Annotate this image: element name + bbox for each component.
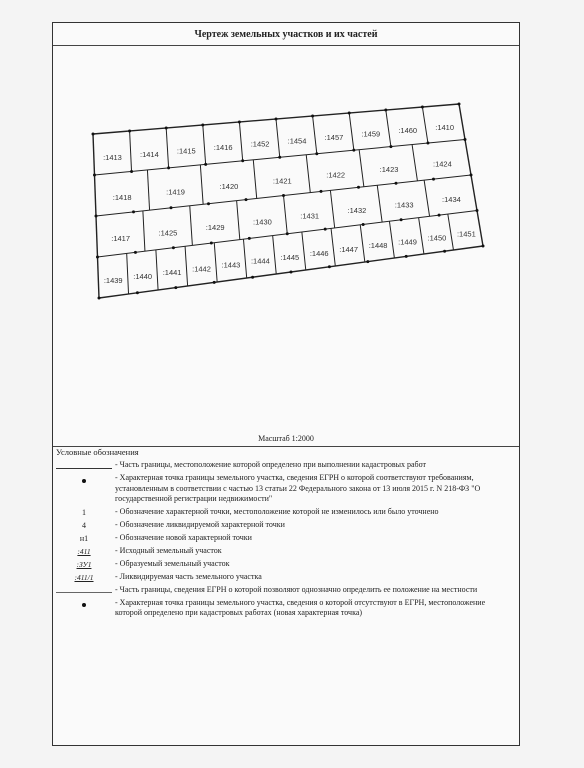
legend-symbol: :ЗУ1 (76, 559, 92, 569)
boundary-point (366, 260, 369, 263)
legend-text: - Часть границы, местоположение которой определено при выполнении кадастровых работ (115, 460, 426, 469)
lot-label: :1420 (219, 181, 239, 191)
boundary-point (248, 237, 251, 240)
column-line (143, 211, 145, 251)
column-line (273, 236, 277, 274)
document-title: Чертеж земельных участков и их частей (194, 29, 378, 40)
column-line (389, 221, 394, 258)
boundary-point (443, 250, 446, 253)
lot-label: :1429 (205, 222, 225, 232)
legend-text: - Обозначение новой характерной точки (115, 532, 252, 542)
boundary-point (432, 178, 435, 181)
column-line (147, 170, 149, 210)
legend-symbol-point-dot (53, 598, 115, 609)
column-line (239, 122, 242, 161)
legend-text: - Характерная точка границы земельного участка, сведения о которой отсутствуют в ЕГРН, местоположение которой определено при кадастровых работах (новая характерная точка) (115, 597, 486, 617)
legend-symbol-thin-line (53, 585, 115, 596)
boundary-point (98, 297, 101, 300)
column-line (253, 160, 256, 199)
boundary-point (400, 218, 403, 221)
legend-text: - Исходный земельный участок (115, 545, 222, 555)
boundary-point (421, 106, 424, 109)
boundary-point (130, 170, 133, 173)
boundary-point (352, 149, 355, 152)
boundary-point (238, 121, 241, 124)
lot-label: :1433 (394, 200, 414, 210)
lot-label: :1450 (427, 233, 447, 243)
column-line (156, 250, 158, 290)
lot-label: :1445 (280, 252, 300, 262)
column-line (306, 155, 310, 193)
legend-text: - Часть границы, сведения ЕГРН о которой позволяют однозначно определить ее положение на местности (115, 584, 478, 594)
legend-item (53, 559, 519, 570)
boundary-point (458, 103, 461, 106)
boundary-point (278, 156, 281, 159)
boundary-point (128, 130, 131, 133)
lot-label: :1442 (192, 264, 211, 274)
document-sheet (52, 22, 520, 746)
boundary-point (136, 291, 139, 294)
boundary-point (172, 246, 175, 249)
column-line (127, 253, 129, 294)
legend-text: - Обозначение ликвидируемой характерной точки (115, 519, 285, 529)
lot-label: :1441 (162, 268, 182, 278)
boundary-point (395, 182, 398, 185)
lot-label: :1446 (309, 248, 329, 258)
column-line (422, 107, 428, 143)
boundary-point (245, 198, 248, 201)
lot-label: :1439 (103, 275, 123, 285)
lot-label: :1421 (272, 176, 292, 186)
boundary-point (438, 214, 441, 217)
legend-symbol: :411 (77, 546, 91, 556)
boundary-point (348, 112, 351, 115)
legend-item (53, 460, 519, 471)
column-line (330, 190, 334, 228)
lot-label: :1444 (250, 256, 270, 266)
column-line (419, 218, 424, 254)
boundary-point (241, 159, 244, 162)
lot-label: :1422 (326, 170, 346, 180)
boundary-point (165, 127, 168, 130)
legend-item (53, 507, 519, 518)
land-plot-drawing (53, 45, 519, 447)
boundary-point (210, 242, 213, 245)
lot-label: :1452 (250, 139, 270, 149)
boundary-point (170, 206, 173, 209)
boundary-point (357, 186, 360, 189)
column-line (331, 228, 335, 266)
scale-label: Масштаб 1:2000 (258, 434, 314, 443)
boundary-point (251, 276, 254, 279)
column-line (190, 206, 193, 246)
lot-label: :1418 (112, 193, 132, 203)
column-line (359, 150, 364, 187)
boundary-point (482, 245, 485, 248)
lot-label: :1430 (253, 217, 272, 227)
boundary-point (92, 133, 95, 136)
column-line (130, 131, 132, 171)
boundary-point (290, 271, 293, 274)
boundary-point (324, 228, 327, 231)
legend-item (53, 473, 519, 505)
lot-label: :1434 (442, 194, 461, 204)
column-line (448, 214, 454, 250)
boundary-point (167, 166, 170, 169)
lot-label: :1454 (287, 136, 307, 146)
column-line (200, 165, 203, 204)
land-plot-plan (53, 46, 519, 446)
legend-symbol-boundary-line (53, 460, 115, 471)
column-line (349, 113, 354, 150)
boundary-point (96, 256, 99, 259)
boundary-point (315, 152, 318, 155)
legend-text: - Характерная точка границы земельного участка, сведения ЕГРН о которой соответствуют требованиям, установленным в соответствии с частью 13 статьи 22 Федерального закона от 13 июля 2015 г. N 218-ФЗ "О государственной регистрации недвижимости" (115, 473, 481, 503)
boundary-point (328, 265, 331, 268)
lot-label: :1415 (176, 146, 196, 156)
column-line (424, 180, 429, 216)
boundary-point (275, 118, 278, 121)
column-line (237, 201, 240, 240)
boundary-point (384, 109, 387, 112)
legend (53, 460, 519, 621)
column-line (313, 116, 317, 154)
lot-label: :1459 (361, 129, 381, 139)
boundary-point (282, 194, 285, 197)
boundary-point (95, 215, 98, 218)
legend-symbol: н1 (79, 533, 89, 543)
column-line (360, 225, 365, 262)
lot-label: :1423 (379, 165, 399, 175)
legend-item (53, 598, 519, 619)
column-line (243, 239, 246, 278)
boundary-point (207, 202, 210, 205)
lot-label: :1419 (166, 187, 185, 197)
boundary-point (470, 174, 473, 177)
lot-label: :1432 (347, 206, 367, 216)
boundary-point (213, 281, 216, 284)
boundary-point (132, 210, 135, 213)
lot-label: :1413 (103, 153, 122, 163)
lot-label: :1448 (368, 241, 388, 251)
legend-symbol: 1 (82, 507, 86, 517)
lot-label: :1447 (339, 245, 359, 255)
legend-text: - Обозначение характерной точки, местоположение которой не изменилось или было уточнено (115, 506, 439, 516)
legend-item (53, 572, 519, 583)
legend-text: - Образуемый земельный участок (115, 558, 230, 568)
column-line (302, 232, 306, 270)
legend-item (53, 533, 519, 544)
boundary-point (476, 209, 479, 212)
legend-text: - Ликвидируемая часть земельного участка (115, 571, 262, 581)
boundary-point (464, 138, 467, 141)
legend-item (53, 546, 519, 557)
lot-label: :1417 (111, 234, 131, 244)
lot-label: :1410 (435, 122, 455, 132)
boundary-point (426, 142, 429, 145)
lot-label: :1416 (213, 143, 233, 153)
boundary-point (405, 255, 408, 258)
lot-label: :1425 (158, 228, 178, 238)
lot-label: :1443 (221, 260, 241, 270)
lot-label: :1431 (300, 211, 320, 221)
column-line (284, 196, 288, 234)
boundary-point (93, 174, 96, 177)
column-line (412, 145, 417, 181)
boundary-point (320, 190, 323, 193)
lot-label: :1424 (433, 159, 452, 169)
boundary-point (311, 115, 314, 118)
lot-label: :1460 (398, 126, 418, 136)
boundary-point (286, 232, 289, 235)
legend-symbol-point-dot (53, 473, 115, 484)
legend-item (53, 585, 519, 596)
column-line (166, 128, 168, 168)
lot-label: :1414 (139, 149, 159, 159)
legend-title: Условные обозначения (56, 447, 139, 457)
lot-label: :1440 (133, 272, 153, 282)
boundary-point (174, 286, 177, 289)
boundary-point (201, 124, 204, 127)
lot-label: :1451 (456, 229, 476, 239)
column-line (214, 243, 217, 282)
column-line (386, 110, 391, 147)
boundary-point (389, 145, 392, 148)
legend-symbol: :411/1 (74, 572, 94, 582)
column-line (377, 185, 382, 222)
boundary-point (134, 251, 137, 254)
legend-item (53, 520, 519, 531)
boundary-point (204, 163, 207, 166)
lot-label: :1457 (324, 132, 344, 142)
column-line (276, 119, 280, 157)
column-line (185, 246, 188, 286)
column-line (203, 125, 206, 164)
legend-symbol: 4 (82, 520, 86, 530)
boundary-point (362, 223, 365, 226)
lot-label: :1449 (398, 237, 417, 247)
